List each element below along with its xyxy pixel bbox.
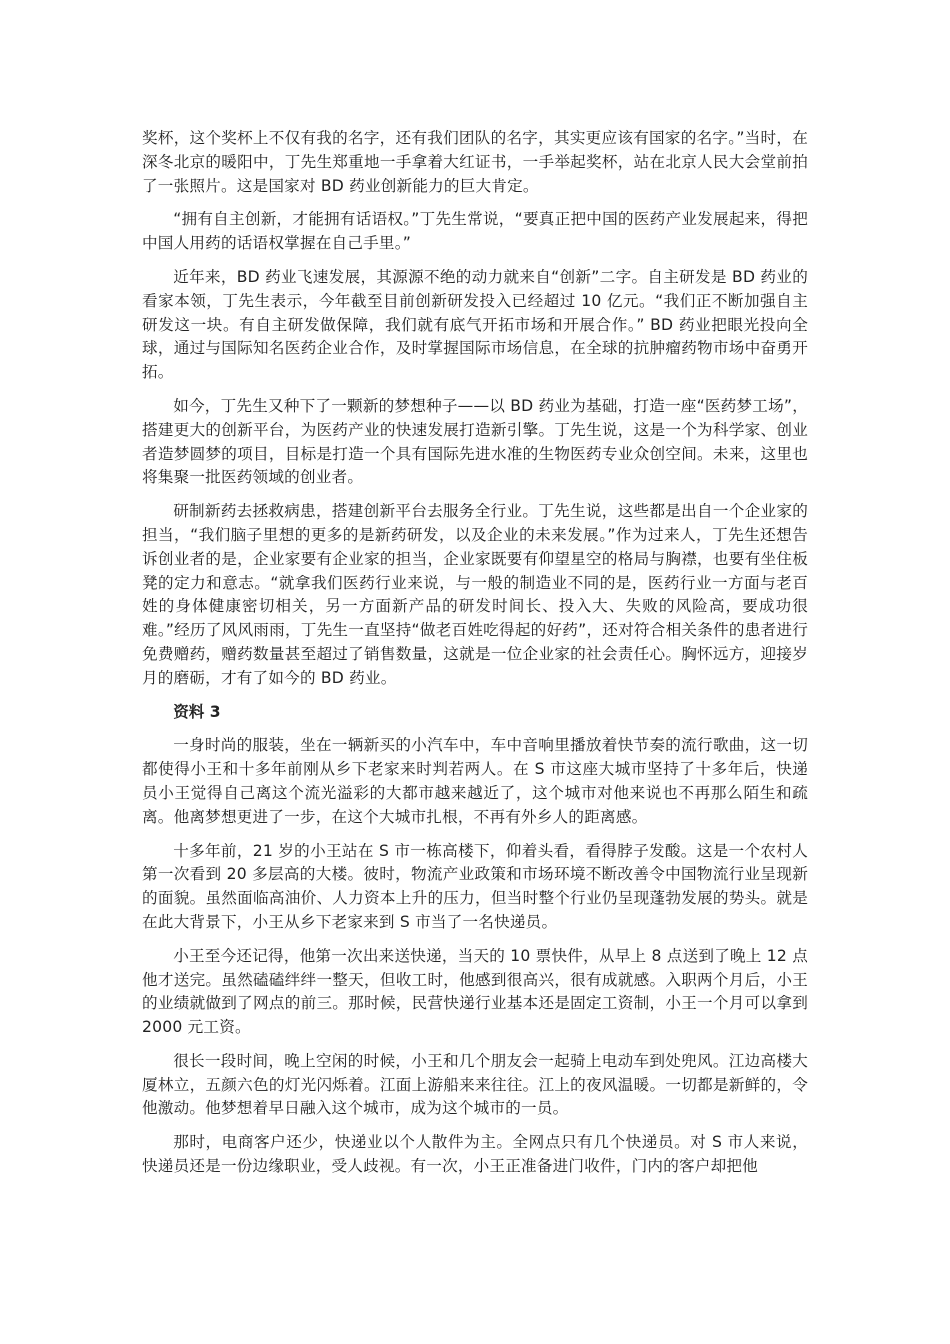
paragraph: “拥有自主创新，才能拥有话语权。”丁先生常说，“要真正把中国的医药产业发展起来，得把中国人用药的话语权掌握在自己手里。” <box>142 210 808 253</box>
paragraph: 很长一段时间，晚上空闲的时候，小王和几个朋友会一起骑上电动车到处兜风。江边高楼大厦林立，五颜六色的灯光闪烁着。江面上游船来来往往。江上的夜风温暖。一切都是新鲜的，令他激动。他梦想着早日融入这个城市，成为这个城市的一员。 <box>142 1051 808 1118</box>
paragraph-continued: 奖杯，这个奖杯上不仅有我的名字，还有我们团队的名字，其实更应该有国家的名字。”当时，在深冬北京的暖阳中，丁先生郑重地一手拿着大红证书，一手举起奖杯，站在北京人民大会堂前拍了一张照片。这是国家对 BD 药业创新能力的巨大肯定。 <box>142 129 808 195</box>
paragraph: 小王至今还记得，他第一次出来送快递，当天的 10 票快件，从早上 8 点送到了晚上 12 点他才送完。虽然磕磕绊绊一整天，但收工时，他感到很高兴，很有成就感。入职两个月后，小王的业绩就做到了网点的前三。那时候，民营快递行业基本还是固定工资制，小王一个月可以拿到 2000 元工资。 <box>142 946 808 1037</box>
paragraph: 十多年前，21 岁的小王站在 S 市一栋高楼下，仰着头看，看得脖子发酸。这是一个农村人第一次看到 20 多层高的大楼。彼时，物流产业政策和市场环境不断改善令中国物流行业呈现新的面貌。虽然面临高油价、人力资本上升的压力，但当时整个行业仍呈现蓬勃发展的势头。就是在此大背景下，小王从乡下老家来到 S 市当了一名快递员。 <box>142 841 808 931</box>
paragraph: 如今，丁先生又种下了一颗新的梦想种子——以 BD 药业为基础，打造一座“医药梦工场”，搭建更大的创新平台，为医药产业的快速发展打造新引擎。丁先生说，这是一个为科学家、创业者造梦圆梦的项目，目标是打造一个具有国际先进水准的生物医药专业众创空间。未来，这里也将集聚一批医药领域的创业者。 <box>142 396 808 487</box>
paragraph: 近年来，BD 药业飞速发展，其源源不绝的动力就来自“创新”二字。自主研发是 BD 药业的看家本领，丁先生表示，今年截至目前创新研发投入已经超过 10 亿元。“我们正不断加强自主研发这一块。有自主研发做保障，我们就有底气开拓市场和开展合作。” BD 药业把眼光投向全球，通过与国际知名医药企业合作，及时掌握国际市场信息，在全球的抗肿瘤药物市场中奋勇开拓。 <box>142 267 808 382</box>
paragraph: 那时，电商客户还少，快递业以个人散件为主。全网点只有几个快递员。对 S 市人来说，快递员还是一份边缘职业，受人歧视。有一次，小王正准备进门收件，门内的客户却把他 <box>142 1133 808 1176</box>
paragraph: 研制新药去拯救病患，搭建创新平台去服务全行业。丁先生说，这些都是出自一个企业家的担当，“我们脑子里想的更多的是新药研发，以及企业的未来发展。”作为过来人，丁先生还想告诉创业者的是，企业家要有企业家的担当，企业家既要有仰望星空的格局与胸襟，也要有坐住板凳的定力和意志。“就拿我们医药行业来说，与一般的制造业不同的是，医药行业一方面与老百姓的身体健康密切相关，另一方面新产品的研发时间长、投入大、失败的风险高，要成功很难。”经历了风风雨雨，丁先生一直坚持“做老百姓吃得起的好药”，还对符合相关条件的患者进行免费赠药，赠药数量甚至超过了销售数量，这就是一位企业家的社会责任心。胸怀远方，迎接岁月的磨砺，才有了如今的 BD 药业。 <box>142 502 808 687</box>
section-heading: 资料 3 <box>173 702 221 721</box>
paragraph: 一身时尚的服装，坐在一辆新买的小汽车中，车中音响里播放着快节奏的流行歌曲，这一切都使得小王和十多年前刚从乡下老家来时判若两人。在 S 市这座大城市坚持了十多年后，快递员小王觉得自己离这个流光溢彩的大都市越来越近了，这个城市对他来说也不再那么陌生和疏离。他离梦想更进了一步，在这个大城市扎根，不再有外乡人的距离感。 <box>142 736 808 826</box>
